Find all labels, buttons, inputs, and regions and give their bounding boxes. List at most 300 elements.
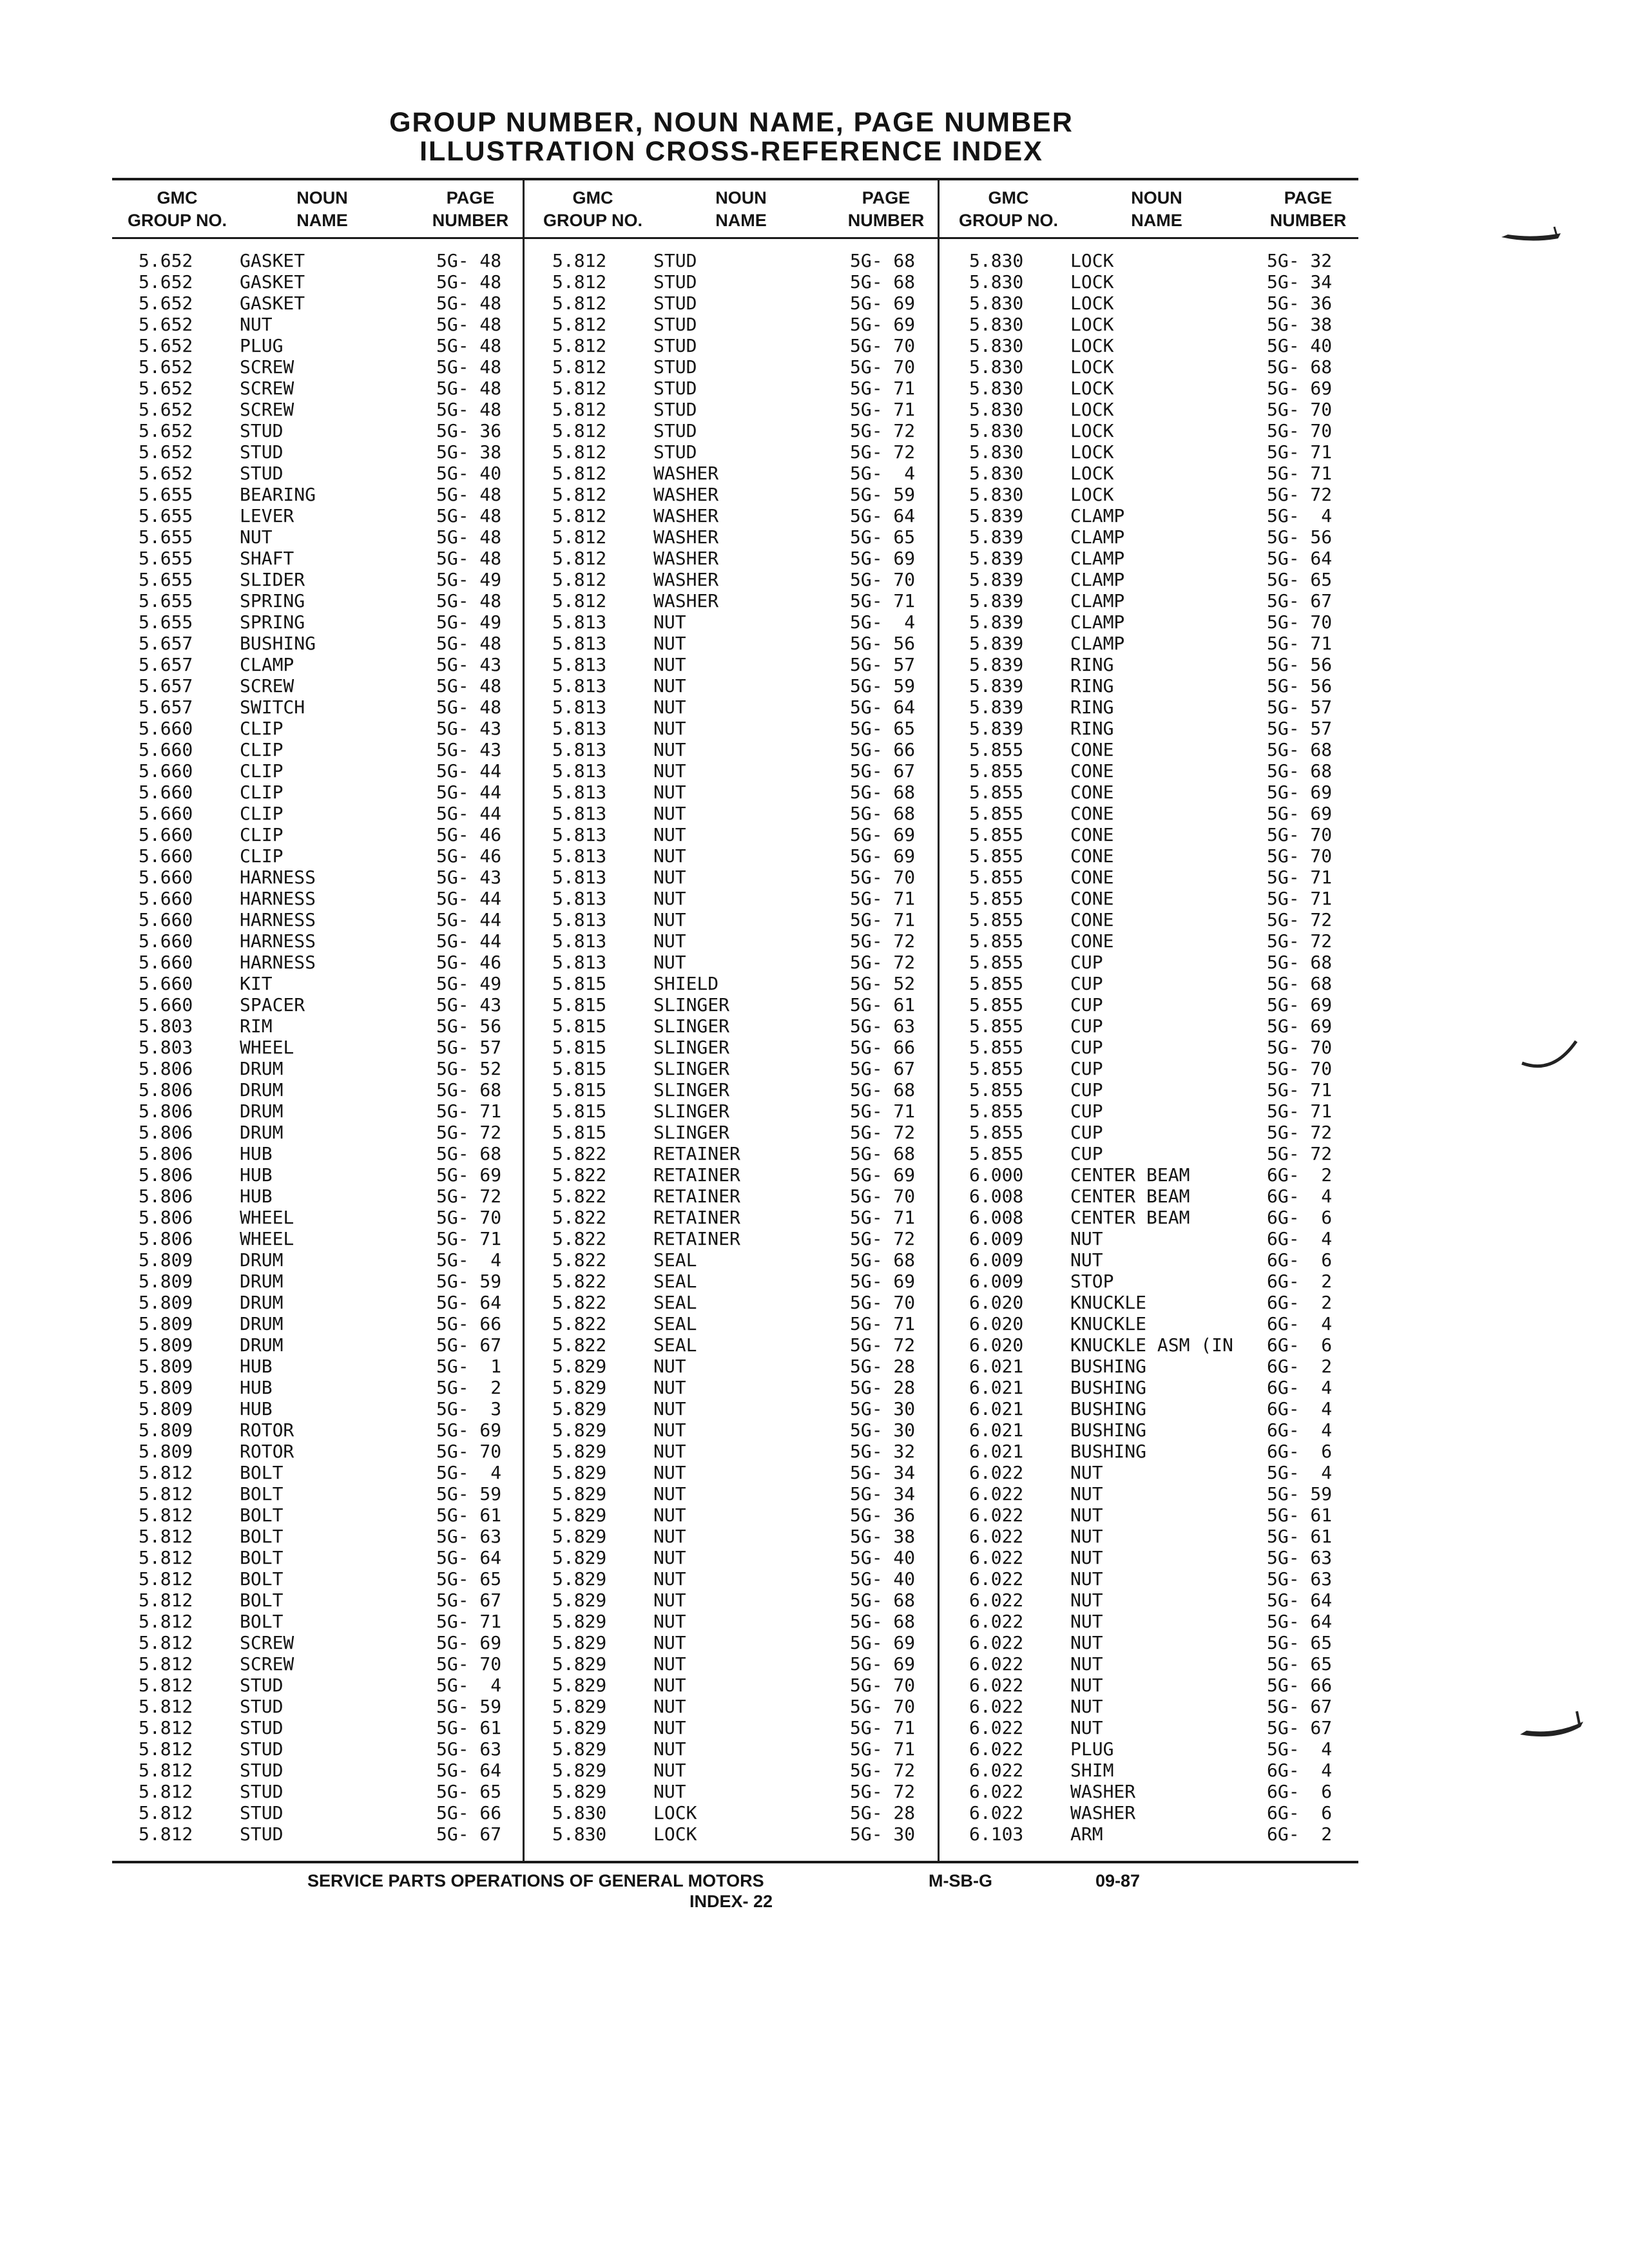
noun-name: WASHER <box>653 526 719 548</box>
noun-name: GASKET <box>240 293 305 314</box>
noun-name: WHEEL <box>240 1207 294 1228</box>
page-number: 5G- 4 <box>1267 505 1333 526</box>
group-number: 5.660 <box>139 739 193 760</box>
group-number: 5.829 <box>552 1632 607 1653</box>
page-number: 5G- 1 <box>436 1356 502 1377</box>
group-number: 5.813 <box>552 824 607 845</box>
page-number: 5G- 40 <box>436 463 502 484</box>
noun-name: RETAINER <box>653 1186 740 1207</box>
page-number: 5G- 70 <box>1267 420 1333 441</box>
group-number: 6.022 <box>969 1717 1024 1738</box>
group-number: 5.830 <box>969 378 1024 399</box>
page-number: 5G- 68 <box>850 1079 916 1100</box>
noun-name: DRUM <box>240 1313 284 1334</box>
page-number: 5G- 48 <box>436 271 502 293</box>
page-number: 5G- 71 <box>1267 441 1333 463</box>
page-title <box>0 108 1463 166</box>
group-number: 5.812 <box>552 505 607 526</box>
noun-name: STOP <box>1070 1271 1114 1292</box>
page-number: 5G- 56 <box>850 633 916 654</box>
group-number: 6.021 <box>969 1398 1024 1419</box>
group-number: 6.022 <box>969 1568 1024 1590</box>
noun-name: NUT <box>653 1738 686 1760</box>
noun-name: WASHER <box>1070 1781 1136 1802</box>
group-number: 5.809 <box>139 1419 193 1441</box>
page-number: 5G- 72 <box>436 1186 502 1207</box>
page-number: 5G- 65 <box>850 718 916 739</box>
group-number: 5.812 <box>552 441 607 463</box>
noun-name: CLIP <box>240 782 284 803</box>
noun-name: CLIP <box>240 739 284 760</box>
group-number: 5.839 <box>969 569 1024 590</box>
header-bottom-rule <box>112 237 1358 239</box>
page-number: 5G- 4 <box>850 611 916 633</box>
group-number: 5.813 <box>552 803 607 824</box>
page-number: 5G- 67 <box>436 1590 502 1611</box>
group-number: 5.660 <box>139 867 193 888</box>
page-number: 5G- 68 <box>1267 739 1333 760</box>
group-number: 5.822 <box>552 1143 607 1164</box>
page-number: 5G- 69 <box>850 548 916 569</box>
page-number: 5G- 72 <box>1267 1122 1333 1143</box>
page-number: 5G- 48 <box>436 633 502 654</box>
group-number: 6.022 <box>969 1504 1024 1526</box>
group-number: 5.812 <box>139 1653 193 1675</box>
group-number: 5.812 <box>139 1526 193 1547</box>
noun-name: SEAL <box>653 1292 697 1313</box>
group-number: 5.839 <box>969 505 1024 526</box>
page-number: 5G- 59 <box>436 1696 502 1717</box>
group-number: 5.809 <box>139 1271 193 1292</box>
page-number: 5G- 61 <box>436 1717 502 1738</box>
group-number: 5.812 <box>139 1611 193 1632</box>
group-number: 5.657 <box>139 675 193 697</box>
header-group-2 <box>528 187 657 232</box>
page-number: 5G- 69 <box>1267 1015 1333 1037</box>
group-number: 5.855 <box>969 760 1024 782</box>
page-number: 6G- 6 <box>1267 1441 1333 1462</box>
noun-name: CLIP <box>240 803 284 824</box>
noun-name: CUP <box>1070 1058 1103 1079</box>
page-number: 5G- 71 <box>1267 1079 1333 1100</box>
group-number: 5.660 <box>139 909 193 930</box>
group-number: 5.806 <box>139 1186 193 1207</box>
header-page-1 <box>425 187 516 232</box>
noun-name: PLUG <box>1070 1738 1114 1760</box>
page-number: 5G- 61 <box>1267 1526 1333 1547</box>
group-number: 5.652 <box>139 250 193 271</box>
group-number: 5.815 <box>552 973 607 994</box>
group-number: 6.008 <box>969 1207 1024 1228</box>
group-number: 5.839 <box>969 654 1024 675</box>
page-number: 5G- 4 <box>436 1249 502 1271</box>
group-number: 6.020 <box>969 1313 1024 1334</box>
page-number: 5G- 69 <box>1267 782 1333 803</box>
group-number: 5.809 <box>139 1377 193 1398</box>
group-number: 5.655 <box>139 590 193 611</box>
noun-name: SLINGER <box>653 1122 730 1143</box>
noun-name: WASHER <box>653 590 719 611</box>
page-number: 5G- 71 <box>436 1228 502 1249</box>
group-number: 5.839 <box>969 590 1024 611</box>
page-number: 5G- 68 <box>850 271 916 293</box>
noun-name: KNUCKLE <box>1070 1292 1147 1313</box>
group-number: 5.830 <box>969 441 1024 463</box>
group-number: 5.660 <box>139 952 193 973</box>
page-number: 5G- 56 <box>1267 675 1333 697</box>
group-number: 5.806 <box>139 1207 193 1228</box>
group-number: 5.829 <box>552 1356 607 1377</box>
group-number: 5.660 <box>139 845 193 867</box>
page-number: 5G- 28 <box>850 1356 916 1377</box>
page-number: 5G- 72 <box>1267 909 1333 930</box>
noun-name: CUP <box>1070 1143 1103 1164</box>
header-group-top: GMC <box>157 188 198 207</box>
noun-name: SHAFT <box>240 548 294 569</box>
page-number: 5G- 70 <box>1267 399 1333 420</box>
group-number: 5.657 <box>139 697 193 718</box>
noun-name: RETAINER <box>653 1164 740 1186</box>
noun-name: CONE <box>1070 867 1114 888</box>
group-number: 6.022 <box>969 1632 1024 1653</box>
noun-name: RETAINER <box>653 1228 740 1249</box>
page-number: 5G- 4 <box>850 463 916 484</box>
footer-page-number: INDEX- 22 <box>689 1892 773 1911</box>
page-number: 5G- 68 <box>850 782 916 803</box>
header-noun-bottom: NAME <box>715 211 767 230</box>
page-number: 5G- 38 <box>850 1526 916 1547</box>
noun-name: HARNESS <box>240 952 316 973</box>
page-number: 5G- 71 <box>850 1207 916 1228</box>
noun-name: STUD <box>653 420 697 441</box>
noun-name: CLIP <box>240 718 284 739</box>
group-number: 5.855 <box>969 867 1024 888</box>
page-number: 5G- 71 <box>850 888 916 909</box>
page-number: 5G- 48 <box>436 378 502 399</box>
noun-name: RING <box>1070 654 1114 675</box>
noun-name: STUD <box>653 356 697 378</box>
header-group-top: GMC <box>572 188 613 207</box>
noun-name: CLAMP <box>1070 611 1125 633</box>
noun-name: BOLT <box>240 1611 284 1632</box>
noun-name: NUT <box>240 314 273 335</box>
noun-name: CUP <box>1070 1037 1103 1058</box>
noun-name: CUP <box>1070 1015 1103 1037</box>
page-number: 5G- 44 <box>436 803 502 824</box>
header-page-bottom: NUMBER <box>847 211 925 230</box>
noun-name: NUT <box>1070 1504 1103 1526</box>
noun-name: DRUM <box>240 1334 284 1356</box>
group-number: 5.803 <box>139 1015 193 1037</box>
noun-name: HUB <box>240 1377 273 1398</box>
noun-name: CLIP <box>240 824 284 845</box>
noun-name: WASHER <box>653 505 719 526</box>
noun-name: HARNESS <box>240 930 316 952</box>
noun-name: NUT <box>1070 1547 1103 1568</box>
page-number: 6G- 2 <box>1267 1271 1333 1292</box>
noun-name: NUT <box>1070 1717 1103 1738</box>
group-number: 5.855 <box>969 1015 1024 1037</box>
group-number: 5.855 <box>969 952 1024 973</box>
noun-name: HUB <box>240 1143 273 1164</box>
page-number: 5G- 68 <box>850 1249 916 1271</box>
page-number: 5G- 48 <box>436 250 502 271</box>
page-number: 5G- 72 <box>850 420 916 441</box>
footer-org: SERVICE PARTS OPERATIONS OF GENERAL MOTORS <box>307 1871 764 1890</box>
group-number: 5.812 <box>139 1823 193 1845</box>
noun-name: CONE <box>1070 909 1114 930</box>
group-number: 6.020 <box>969 1334 1024 1356</box>
noun-name: ROTOR <box>240 1441 294 1462</box>
group-number: 5.830 <box>969 420 1024 441</box>
noun-name: BOLT <box>240 1568 284 1590</box>
header-group-bottom: GROUP NO. <box>127 211 227 230</box>
noun-name: NUT <box>653 1717 686 1738</box>
noun-name: NUT <box>653 718 686 739</box>
page-number: 5G- 40 <box>850 1547 916 1568</box>
group-number: 5.815 <box>552 1058 607 1079</box>
group-number: 5.812 <box>552 484 607 505</box>
header-noun-top: NOUN <box>1131 188 1182 207</box>
header-page-bottom: NUMBER <box>1269 211 1347 230</box>
group-number: 5.855 <box>969 909 1024 930</box>
table-bottom-rule <box>112 1861 1358 1863</box>
page-number: 5G- 68 <box>1267 973 1333 994</box>
group-number: 5.812 <box>139 1802 193 1823</box>
group-number: 5.652 <box>139 293 193 314</box>
page-number: 5G- 57 <box>850 654 916 675</box>
group-number: 5.829 <box>552 1441 607 1462</box>
group-number: 6.022 <box>969 1781 1024 1802</box>
group-number: 5.809 <box>139 1334 193 1356</box>
page-number: 5G- 72 <box>1267 930 1333 952</box>
page-number: 5G- 64 <box>850 505 916 526</box>
noun-name: RETAINER <box>653 1207 740 1228</box>
group-number: 5.812 <box>139 1483 193 1504</box>
page-number: 5G- 46 <box>436 824 502 845</box>
group-number: 5.655 <box>139 526 193 548</box>
noun-name: KIT <box>240 973 273 994</box>
noun-name: SCREW <box>240 1632 294 1653</box>
group-number: 5.813 <box>552 675 607 697</box>
noun-name: NUT <box>1070 1568 1103 1590</box>
noun-name: SHIELD <box>653 973 719 994</box>
page-number: 5G- 64 <box>436 1292 502 1313</box>
noun-name: ARM <box>1070 1823 1103 1845</box>
page-number: 5G- 48 <box>436 675 502 697</box>
group-number: 5.660 <box>139 994 193 1015</box>
noun-name: LOCK <box>1070 420 1114 441</box>
noun-name: BOLT <box>240 1526 284 1547</box>
noun-name: CLAMP <box>1070 526 1125 548</box>
header-noun-2 <box>644 187 838 232</box>
page-number: 5G- 70 <box>1267 824 1333 845</box>
noun-name: HUB <box>240 1164 273 1186</box>
page-number: 5G- 64 <box>1267 1611 1333 1632</box>
page-number: 5G- 49 <box>436 611 502 633</box>
group-number: 5.829 <box>552 1568 607 1590</box>
page-number: 5G- 72 <box>850 952 916 973</box>
binder-mark <box>1511 1688 1595 1746</box>
noun-name: NUT <box>1070 1526 1103 1547</box>
page-footer <box>0 1870 1629 1922</box>
page-number: 5G- 69 <box>850 824 916 845</box>
page-number: 5G- 48 <box>436 697 502 718</box>
group-number: 5.855 <box>969 845 1024 867</box>
noun-name: CUP <box>1070 994 1103 1015</box>
noun-name: STUD <box>240 420 284 441</box>
group-number: 5.660 <box>139 760 193 782</box>
group-number: 5.655 <box>139 505 193 526</box>
column-divider-1 <box>523 178 525 1863</box>
page-number: 5G- 72 <box>1267 1143 1333 1164</box>
group-number: 6.020 <box>969 1292 1024 1313</box>
noun-name: NUT <box>653 1653 686 1675</box>
group-number: 5.830 <box>969 463 1024 484</box>
page-number: 5G- 71 <box>1267 888 1333 909</box>
group-number: 5.855 <box>969 1079 1024 1100</box>
group-number: 5.830 <box>969 335 1024 356</box>
group-number: 6.008 <box>969 1186 1024 1207</box>
group-number: 5.803 <box>139 1037 193 1058</box>
group-number: 6.022 <box>969 1462 1024 1483</box>
page-number: 5G- 36 <box>1267 293 1333 314</box>
page-number: 5G- 64 <box>850 697 916 718</box>
page-number: 5G- 70 <box>1267 1058 1333 1079</box>
group-number: 5.839 <box>969 675 1024 697</box>
group-number: 5.839 <box>969 526 1024 548</box>
header-noun-top: NOUN <box>715 188 767 207</box>
noun-name: DRUM <box>240 1058 284 1079</box>
noun-name: LOCK <box>1070 463 1114 484</box>
noun-name: LOCK <box>1070 314 1114 335</box>
page-number: 5G- 34 <box>850 1462 916 1483</box>
noun-name: CONE <box>1070 760 1114 782</box>
noun-name: SWITCH <box>240 697 305 718</box>
page-number: 5G- 40 <box>850 1568 916 1590</box>
noun-name: LOCK <box>1070 356 1114 378</box>
header-noun-top: NOUN <box>296 188 348 207</box>
noun-name: LOCK <box>1070 271 1114 293</box>
page-number: 5G- 59 <box>436 1483 502 1504</box>
group-number: 6.022 <box>969 1738 1024 1760</box>
page-number: 5G- 70 <box>850 335 916 356</box>
noun-name: BOLT <box>240 1547 284 1568</box>
header-group-bottom: GROUP NO. <box>543 211 643 230</box>
page-number: 5G- 61 <box>850 994 916 1015</box>
page-number: 5G- 65 <box>850 526 916 548</box>
noun-name: STUD <box>240 1738 284 1760</box>
group-number: 5.822 <box>552 1271 607 1292</box>
noun-name: SCREW <box>240 399 294 420</box>
page-number: 5G- 61 <box>436 1504 502 1526</box>
page-number: 5G- 63 <box>436 1526 502 1547</box>
page-number: 5G- 59 <box>850 675 916 697</box>
group-number: 5.813 <box>552 845 607 867</box>
noun-name: NUT <box>1070 1483 1103 1504</box>
page-number: 5G- 72 <box>850 1760 916 1781</box>
noun-name: WHEEL <box>240 1037 294 1058</box>
group-number: 5.822 <box>552 1228 607 1249</box>
noun-name: NUT <box>653 654 686 675</box>
noun-name: BUSHING <box>240 633 316 654</box>
noun-name: DRUM <box>240 1292 284 1313</box>
group-number: 5.829 <box>552 1526 607 1547</box>
group-number: 5.812 <box>552 314 607 335</box>
noun-name: NUT <box>653 1356 686 1377</box>
group-number: 5.839 <box>969 548 1024 569</box>
page-number: 5G- 71 <box>850 399 916 420</box>
page-number: 6G- 6 <box>1267 1207 1333 1228</box>
page-number: 5G- 56 <box>1267 526 1333 548</box>
noun-name: RETAINER <box>653 1143 740 1164</box>
group-number: 5.822 <box>552 1207 607 1228</box>
page-number: 5G- 72 <box>850 930 916 952</box>
page-number: 5G- 44 <box>436 888 502 909</box>
header-page-top: PAGE <box>862 188 911 207</box>
noun-name: SEAL <box>653 1334 697 1356</box>
noun-name: STUD <box>240 463 284 484</box>
noun-name: SEAL <box>653 1249 697 1271</box>
noun-name: ROTOR <box>240 1419 294 1441</box>
group-number: 5.855 <box>969 973 1024 994</box>
page-number: 5G- 65 <box>1267 1632 1333 1653</box>
page-number: 6G- 4 <box>1267 1186 1333 1207</box>
noun-name: KNUCKLE ASM (IN <box>1070 1334 1233 1356</box>
group-number: 6.021 <box>969 1419 1024 1441</box>
page-number: 5G- 66 <box>436 1802 502 1823</box>
header-page-top: PAGE <box>446 188 495 207</box>
page-number: 5G- 67 <box>1267 1696 1333 1717</box>
noun-name: CENTER BEAM <box>1070 1186 1190 1207</box>
group-number: 5.815 <box>552 1079 607 1100</box>
page-number: 5G- 69 <box>850 1653 916 1675</box>
noun-name: SLINGER <box>653 994 730 1015</box>
page-number: 6G- 4 <box>1267 1377 1333 1398</box>
page-number: 5G- 61 <box>1267 1504 1333 1526</box>
header-group-3 <box>944 187 1073 232</box>
binder-mark <box>1495 205 1572 256</box>
page-number: 5G- 32 <box>1267 250 1333 271</box>
noun-name: WASHER <box>1070 1802 1136 1823</box>
group-number: 5.657 <box>139 633 193 654</box>
page-number: 5G- 71 <box>850 378 916 399</box>
noun-name: CONE <box>1070 782 1114 803</box>
page-number: 5G- 69 <box>850 845 916 867</box>
noun-name: STUD <box>653 271 697 293</box>
page-number: 5G- 67 <box>850 760 916 782</box>
group-number: 5.813 <box>552 952 607 973</box>
page-number: 5G- 64 <box>1267 1590 1333 1611</box>
group-number: 5.813 <box>552 654 607 675</box>
group-number: 5.655 <box>139 548 193 569</box>
noun-name: SCREW <box>240 675 294 697</box>
group-number: 5.855 <box>969 1122 1024 1143</box>
header-noun-1 <box>219 187 425 232</box>
noun-name: CUP <box>1070 952 1103 973</box>
noun-name: HARNESS <box>240 909 316 930</box>
page-number: 5G- 65 <box>1267 569 1333 590</box>
group-number: 5.660 <box>139 973 193 994</box>
noun-name: SLINGER <box>653 1037 730 1058</box>
page-number: 5G- 68 <box>1267 760 1333 782</box>
noun-name: NUT <box>653 1547 686 1568</box>
page-number: 5G- 68 <box>436 1079 502 1100</box>
group-number: 5.813 <box>552 909 607 930</box>
noun-name: NUT <box>653 675 686 697</box>
noun-name: SLINGER <box>653 1079 730 1100</box>
noun-name: NUT <box>653 1611 686 1632</box>
